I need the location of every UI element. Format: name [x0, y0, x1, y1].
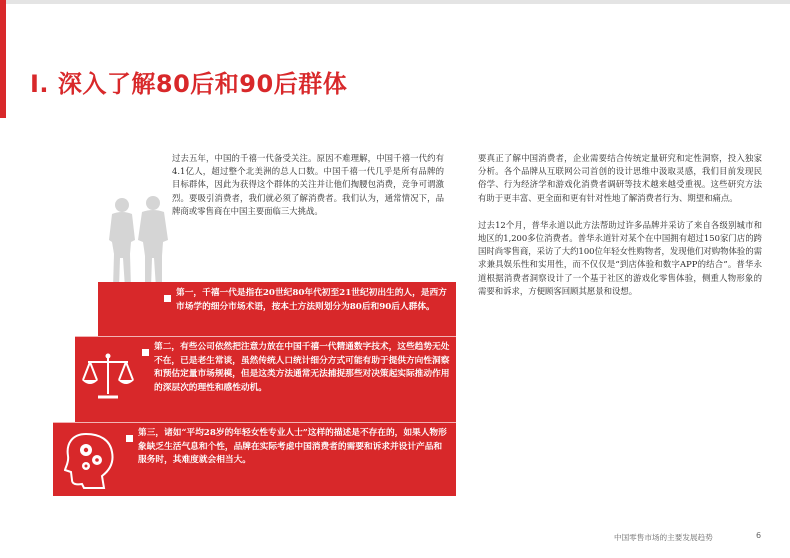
paragraph: 要真正了解中国消费者，企业需要结合传统定量研究和定性洞察，投入独家分析。各个品牌从互联网公司首创的设计思维中汲取灵感，我们目前发现民俗学、行为经济学和游戏化消费者调研等技术越来越受重视。这些研究方法有助于更丰富、更全面和更有针对性地了解消费者行为、期望和痛点。 [478, 153, 762, 203]
challenge-2-text: 第二，有些公司依然把注意力放在中国千禧一代精通数字技术，这些趋势无处不在，已是老生常谈，虽然传统人口统计细分方式可能有助于提供方向性洞察和预估定量市场规模，但是这类方法通常无法捕捉那些对决策起实际推动作用的深层次的理性和感性动机。 [154, 342, 450, 393]
section-heading: I. 深入了解80后和90后群体 [30, 70, 348, 98]
challenge-3-text: 第三，诸如“平均28岁的年轻女性专业人士”这样的描述是不存在的，如果人物形象缺乏生活气息和个性，品牌在实际考虑中国消费者的需要和诉求并设计产品和服务时，其难度就会相当大。 [138, 428, 447, 466]
footer-title: 中国零售市场的主要发展趋势 [614, 533, 713, 542]
scales-icon [80, 352, 136, 402]
paragraph: 过去12个月，普华永道以此方法帮助过许多品牌并采访了来自各级别城市和地区的1,200多位消费者。普华永道针对某个在中国拥有超过150家门店的跨国时尚零售商，采访了大约100位年轻女性购物者，发现他们对购物体验的需求兼具娱乐性和实用性，而不仅仅是“到店体验和数字APP的结合”。普华永道根据消费者洞察设计了一个基于社区的游戏化零售体验，侧重人物形象的需要和诉求，方便顾客回顾其愿景和设想。 [478, 219, 762, 296]
body-column-left [172, 152, 444, 218]
bullet-square [164, 295, 171, 302]
divider [75, 336, 456, 337]
page-number: 6 [756, 531, 762, 540]
paragraph: 过去五年，中国的千禧一代备受关注。原因不难理解，中国千禧一代约有4.1亿人，超过整个北美洲的总人口数。中国千禧一代几乎是所有品牌的目标群体，因此为获得这个群体的关注并让他们掏腰包消费，竞争可谓激烈。要吸引消费者，我们就必须了解消费者。我们认为，通常情况下，品牌商或零售商在中国主要面临三大挑战。 [172, 153, 444, 216]
bullet-square [142, 349, 149, 356]
people-silhouette-illustration [100, 196, 180, 288]
accent-bar [0, 0, 6, 118]
bullet-square [126, 435, 133, 442]
challenge-1-text: 第一，千禧一代是指在20世纪80年代初至21世纪初出生的人，是西方市场学的细分市场术语，按本土方法则划分为80后和90后人群体。 [176, 288, 447, 312]
top-rule [0, 0, 790, 4]
head-gears-icon [64, 430, 120, 490]
body-column-right [478, 152, 762, 298]
divider [53, 422, 456, 423]
